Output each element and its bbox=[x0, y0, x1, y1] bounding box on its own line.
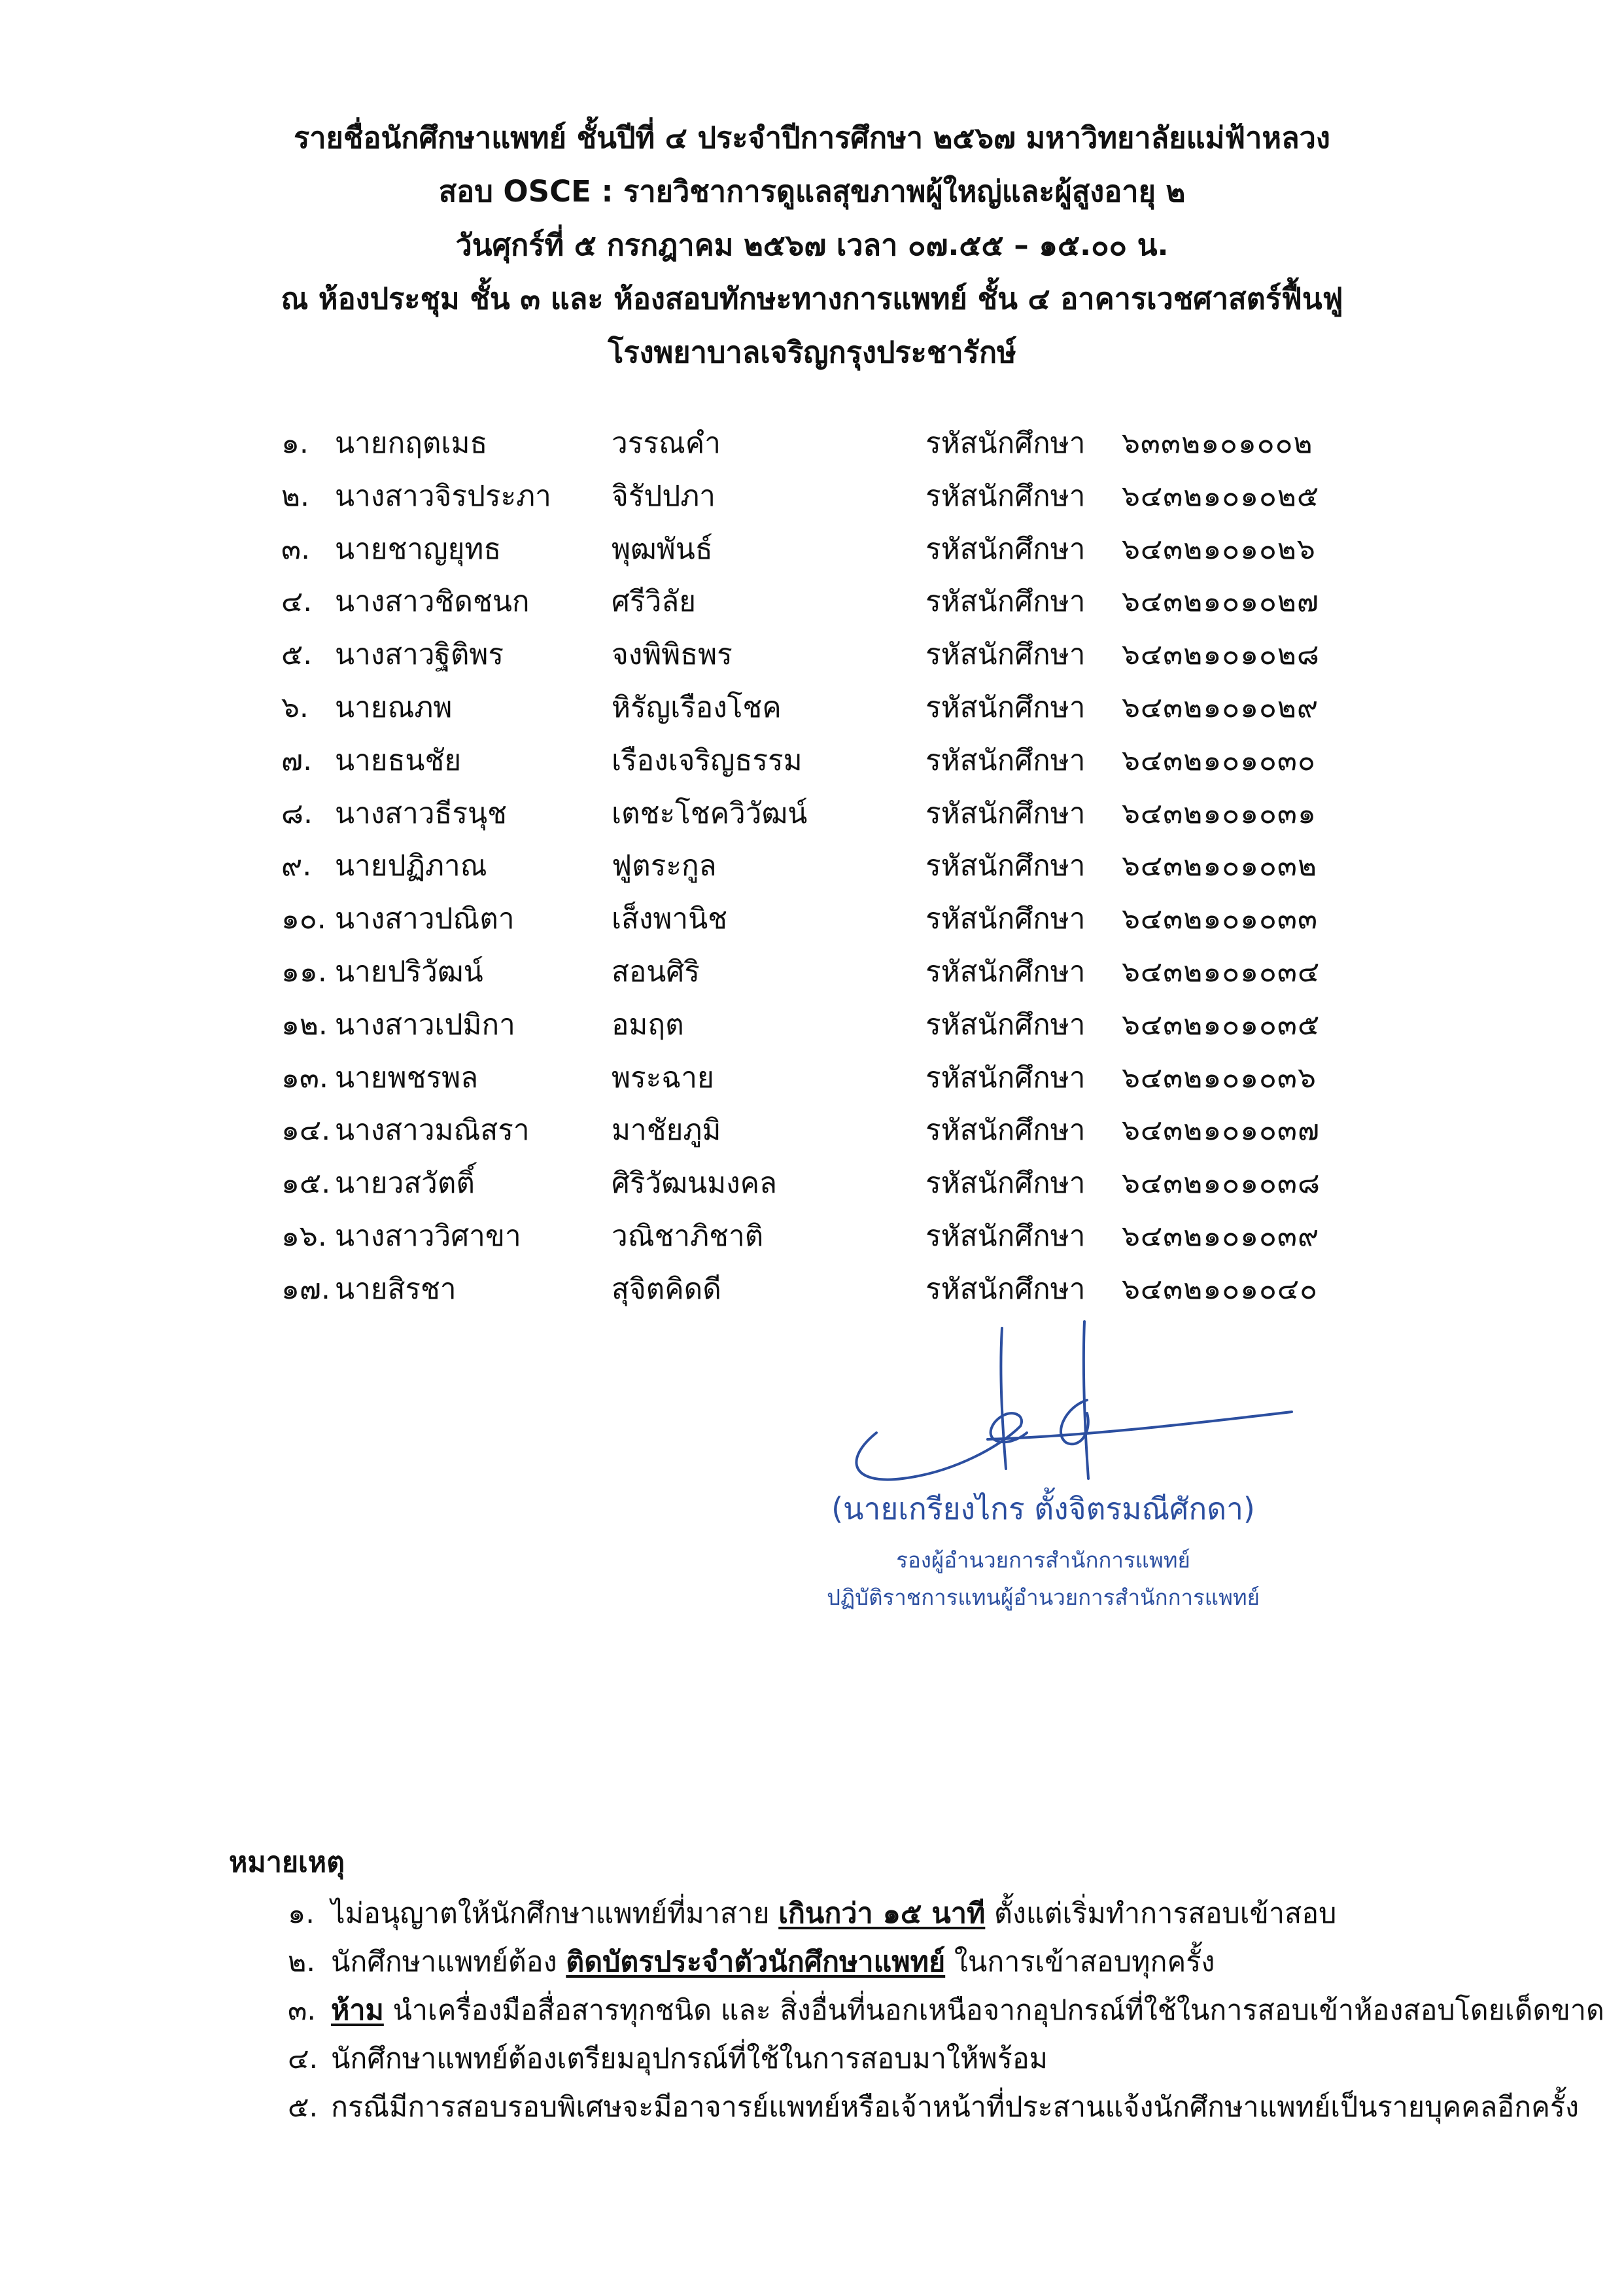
student-last-name: ฟูตระกูล bbox=[612, 849, 717, 883]
header-line-4: ณ ห้องประชุม ชั้น ๓ และ ห้องสอบทักษะทางการแพทย์ ชั้น ๔ อาคารเวชศาสตร์ฟื้นฟู bbox=[281, 281, 1343, 316]
student-id: ๖๔๓๒๑๐๑๐๔๐ bbox=[1122, 1272, 1319, 1306]
student-id-label: รหัสนักศึกษา bbox=[925, 743, 1086, 777]
student-row bbox=[0, 1259, 1624, 1312]
student-last-name: จงพิพิธพร bbox=[612, 638, 733, 672]
student-id: ๖๔๓๒๑๐๑๐๓๐ bbox=[1122, 743, 1316, 777]
student-number: ๒. bbox=[281, 479, 309, 513]
student-row bbox=[0, 1153, 1624, 1206]
student-first-name: นายพชรพล bbox=[335, 1061, 479, 1095]
note-text: ในการเข้าสอบทุกครั้ง bbox=[945, 1946, 1215, 1978]
note-number: ๕. bbox=[288, 2091, 319, 2124]
student-first-name: นางสาวปณิตา bbox=[335, 902, 515, 936]
student-first-name: นางสาวชิดชนก bbox=[335, 585, 530, 619]
student-first-name: นายกฤตเมธ bbox=[335, 427, 488, 460]
note-text: นำเครื่องมือสื่อสารทุกชนิด และ สิ่งอื่นที่นอกเหนือจากอุปกรณ์ที่ใช้ในการสอบเข้าห้องสอบโดยเด็ดขาด bbox=[383, 1994, 1604, 2027]
student-number: ๔. bbox=[281, 585, 313, 619]
signatory-title-1: รองผู้อำนวยการสำนักการแพทย์ bbox=[896, 1547, 1190, 1573]
note-4 bbox=[288, 2036, 1048, 2080]
student-first-name: นางสาวจิรประภา bbox=[335, 479, 551, 513]
student-first-name: นายปริวัฒน์ bbox=[335, 955, 483, 989]
student-id: ๖๔๓๒๑๐๑๐๒๘ bbox=[1122, 638, 1320, 672]
student-id: ๖๔๓๒๑๐๑๐๒๙ bbox=[1122, 690, 1319, 724]
student-id: ๖๔๓๒๑๐๑๐๓๔ bbox=[1122, 955, 1321, 989]
note-emphasis: ติดบัตรประจำตัวนักศึกษาแพทย์ bbox=[566, 1946, 946, 1978]
student-first-name: นางสาวเปมิกา bbox=[335, 1008, 515, 1042]
student-number: ๖. bbox=[281, 690, 309, 724]
student-row bbox=[0, 1100, 1624, 1153]
student-row bbox=[0, 678, 1624, 731]
note-number: ๓. bbox=[288, 1994, 317, 2027]
student-id-label: รหัสนักศึกษา bbox=[925, 1061, 1086, 1095]
note-text: กรณีมีการสอบรอบพิเศษจะมีอาจารย์แพทย์หรือเจ้าหน้าที่ประสานแจ้งนักศึกษาแพทย์เป็นรายบุคคลอีกครั้ง bbox=[331, 2091, 1580, 2124]
student-row bbox=[0, 889, 1624, 942]
student-last-name: สอนศิริ bbox=[612, 955, 700, 989]
student-row bbox=[0, 1048, 1624, 1101]
student-id: ๖๔๓๒๑๐๑๐๒๗ bbox=[1122, 585, 1319, 619]
student-row bbox=[0, 942, 1624, 995]
student-number: ๑๕. bbox=[281, 1166, 331, 1201]
signature-scribble bbox=[831, 1308, 1302, 1505]
student-id-label: รหัสนักศึกษา bbox=[925, 1114, 1086, 1148]
header-line-1: รายชื่อนักศึกษาแพทย์ ชั้นปีที่ ๔ ประจำปีการศึกษา ๒๕๖๗ มหาวิทยาลัยแม่ฟ้าหลวง bbox=[294, 120, 1330, 155]
student-id-label: รหัสนักศึกษา bbox=[925, 532, 1086, 566]
student-last-name: เรืองเจริญธรรม bbox=[612, 743, 803, 777]
student-number: ๙. bbox=[281, 849, 312, 883]
student-row bbox=[0, 836, 1624, 889]
student-first-name: นางสาวมณิสรา bbox=[335, 1114, 530, 1148]
student-last-name: จิรัปปภา bbox=[612, 479, 716, 513]
student-last-name: ศิริวัฒนมงคล bbox=[612, 1166, 777, 1201]
student-id: ๖๔๓๒๑๐๑๐๓๖ bbox=[1122, 1061, 1317, 1095]
student-id: ๖๓๓๒๑๐๑๐๐๒ bbox=[1122, 427, 1313, 460]
student-first-name: นางสาวฐิติพร bbox=[335, 638, 504, 672]
student-last-name: อมฤต bbox=[612, 1008, 684, 1042]
student-id-label: รหัสนักศึกษา bbox=[925, 902, 1086, 936]
student-first-name: นายชาญยุทธ bbox=[335, 532, 502, 566]
student-last-name: วรรณคำ bbox=[612, 427, 721, 460]
student-number: ๓. bbox=[281, 532, 311, 566]
student-number: ๘. bbox=[281, 796, 313, 830]
student-id-label: รหัสนักศึกษา bbox=[925, 796, 1086, 830]
student-id: ๖๔๓๒๑๐๑๐๓๕ bbox=[1122, 1008, 1321, 1042]
student-id: ๖๔๓๒๑๐๑๐๓๗ bbox=[1122, 1114, 1321, 1148]
header-line-5: โรงพยาบาลเจริญกรุงประชารักษ์ bbox=[608, 335, 1016, 370]
student-last-name: พระฉาย bbox=[612, 1061, 714, 1095]
student-row bbox=[0, 466, 1624, 519]
student-row bbox=[0, 731, 1624, 784]
note-number: ๑. bbox=[288, 1897, 315, 1930]
student-first-name: นายณภพ bbox=[335, 690, 453, 724]
student-first-name: นายสิรชา bbox=[335, 1272, 457, 1306]
student-number: ๑๓. bbox=[281, 1061, 328, 1095]
note-5 bbox=[288, 2084, 1579, 2129]
student-id: ๖๔๓๒๑๐๑๐๓๒ bbox=[1122, 849, 1317, 883]
student-number: ๑. bbox=[281, 427, 309, 460]
student-row bbox=[0, 995, 1624, 1048]
student-last-name: ศรีวิลัย bbox=[612, 585, 697, 619]
student-id: ๖๔๓๒๑๐๑๐๓๙ bbox=[1122, 1219, 1320, 1253]
note-text: ตั้งแต่เริ่มทำการสอบเข้าสอบ bbox=[985, 1897, 1337, 1930]
student-last-name: หิรัญเรืองโชค bbox=[612, 690, 782, 724]
student-number: ๗. bbox=[281, 743, 313, 777]
note-number: ๔. bbox=[288, 2043, 319, 2075]
header-line-2: สอบ OSCE : รายวิชาการดูแลสุขภาพผู้ใหญ่และผู้สูงอายุ ๒ bbox=[438, 174, 1186, 209]
student-id-label: รหัสนักศึกษา bbox=[925, 427, 1086, 460]
student-id: ๖๔๓๒๑๐๑๐๒๖ bbox=[1122, 532, 1316, 566]
student-last-name: พุฒพันธ์ bbox=[612, 532, 713, 566]
student-first-name: นางสาวธีรนุช bbox=[335, 796, 507, 830]
student-last-name: เส็งพานิช bbox=[612, 902, 728, 936]
student-number: ๑๒. bbox=[281, 1008, 328, 1042]
student-id-label: รหัสนักศึกษา bbox=[925, 1008, 1086, 1042]
note-emphasis: เกินกว่า ๑๕ นาที bbox=[778, 1897, 986, 1930]
student-first-name: นายวสวัตติ์ bbox=[335, 1166, 475, 1201]
student-last-name: เตชะโชควิวัฒน์ bbox=[612, 796, 808, 830]
student-roster bbox=[0, 413, 1624, 1312]
student-id-label: รหัสนักศึกษา bbox=[925, 1272, 1086, 1306]
notes-heading: หมายเหตุ bbox=[229, 1846, 345, 1879]
student-number: ๑๐. bbox=[281, 902, 326, 936]
student-row bbox=[0, 572, 1624, 625]
student-id-label: รหัสนักศึกษา bbox=[925, 955, 1086, 989]
student-id-label: รหัสนักศึกษา bbox=[925, 585, 1086, 619]
note-emphasis: ห้าม bbox=[331, 1994, 384, 2027]
student-number: ๑๗. bbox=[281, 1272, 331, 1306]
student-id: ๖๔๓๒๑๐๑๐๓๑ bbox=[1122, 796, 1317, 830]
student-id: ๖๔๓๒๑๐๑๐๒๕ bbox=[1122, 479, 1320, 513]
student-id-label: รหัสนักศึกษา bbox=[925, 690, 1086, 724]
student-first-name: นายธนชัย bbox=[335, 743, 462, 777]
document-header bbox=[0, 111, 1624, 379]
student-id-label: รหัสนักศึกษา bbox=[925, 638, 1086, 672]
note-text: นักศึกษาแพทย์ต้องเตรียมอุปกรณ์ที่ใช้ในการสอบมาให้พร้อม bbox=[331, 2043, 1048, 2075]
student-row bbox=[0, 625, 1624, 678]
student-number: ๕. bbox=[281, 638, 313, 672]
student-row bbox=[0, 519, 1624, 572]
student-row bbox=[0, 784, 1624, 837]
student-number: ๑๔. bbox=[281, 1114, 331, 1148]
student-id: ๖๔๓๒๑๐๑๐๓๓ bbox=[1122, 902, 1319, 936]
note-2 bbox=[288, 1939, 1215, 1984]
student-row bbox=[0, 1206, 1624, 1259]
signatory-name: (นายเกรียงไกร ตั้งจิตรมณีศักดา) bbox=[831, 1491, 1255, 1526]
student-last-name: วณิชาภิชาติ bbox=[612, 1219, 764, 1253]
student-id: ๖๔๓๒๑๐๑๐๓๘ bbox=[1122, 1166, 1321, 1201]
student-id-label: รหัสนักศึกษา bbox=[925, 849, 1086, 883]
header-line-3: วันศุกร์ที่ ๕ กรกฎาคม ๒๕๖๗ เวลา ๐๗.๕๕ – ๑๕.๐๐ น. bbox=[455, 228, 1169, 262]
note-3 bbox=[288, 1988, 1604, 2032]
student-number: ๑๖. bbox=[281, 1219, 327, 1253]
student-last-name: สุจิตคิดดี bbox=[612, 1272, 721, 1306]
student-first-name: นางสาววิศาขา bbox=[335, 1219, 521, 1253]
student-first-name: นายปฏิภาณ bbox=[335, 849, 487, 883]
note-number: ๒. bbox=[288, 1946, 316, 1978]
student-id-label: รหัสนักศึกษา bbox=[925, 1219, 1086, 1253]
student-row bbox=[0, 413, 1624, 466]
student-last-name: มาชัยภูมิ bbox=[612, 1114, 721, 1148]
signatory-title-2: ปฏิบัติราชการแทนผู้อำนวยการสำนักการแพทย์ bbox=[827, 1585, 1260, 1610]
student-number: ๑๑. bbox=[281, 955, 327, 989]
student-id-label: รหัสนักศึกษา bbox=[925, 1166, 1086, 1201]
note-1 bbox=[288, 1891, 1336, 1935]
note-text: ไม่อนุญาตให้นักศึกษาแพทย์ที่มาสาย bbox=[331, 1897, 779, 1930]
note-text: นักศึกษาแพทย์ต้อง bbox=[331, 1946, 566, 1978]
student-id-label: รหัสนักศึกษา bbox=[925, 479, 1086, 513]
